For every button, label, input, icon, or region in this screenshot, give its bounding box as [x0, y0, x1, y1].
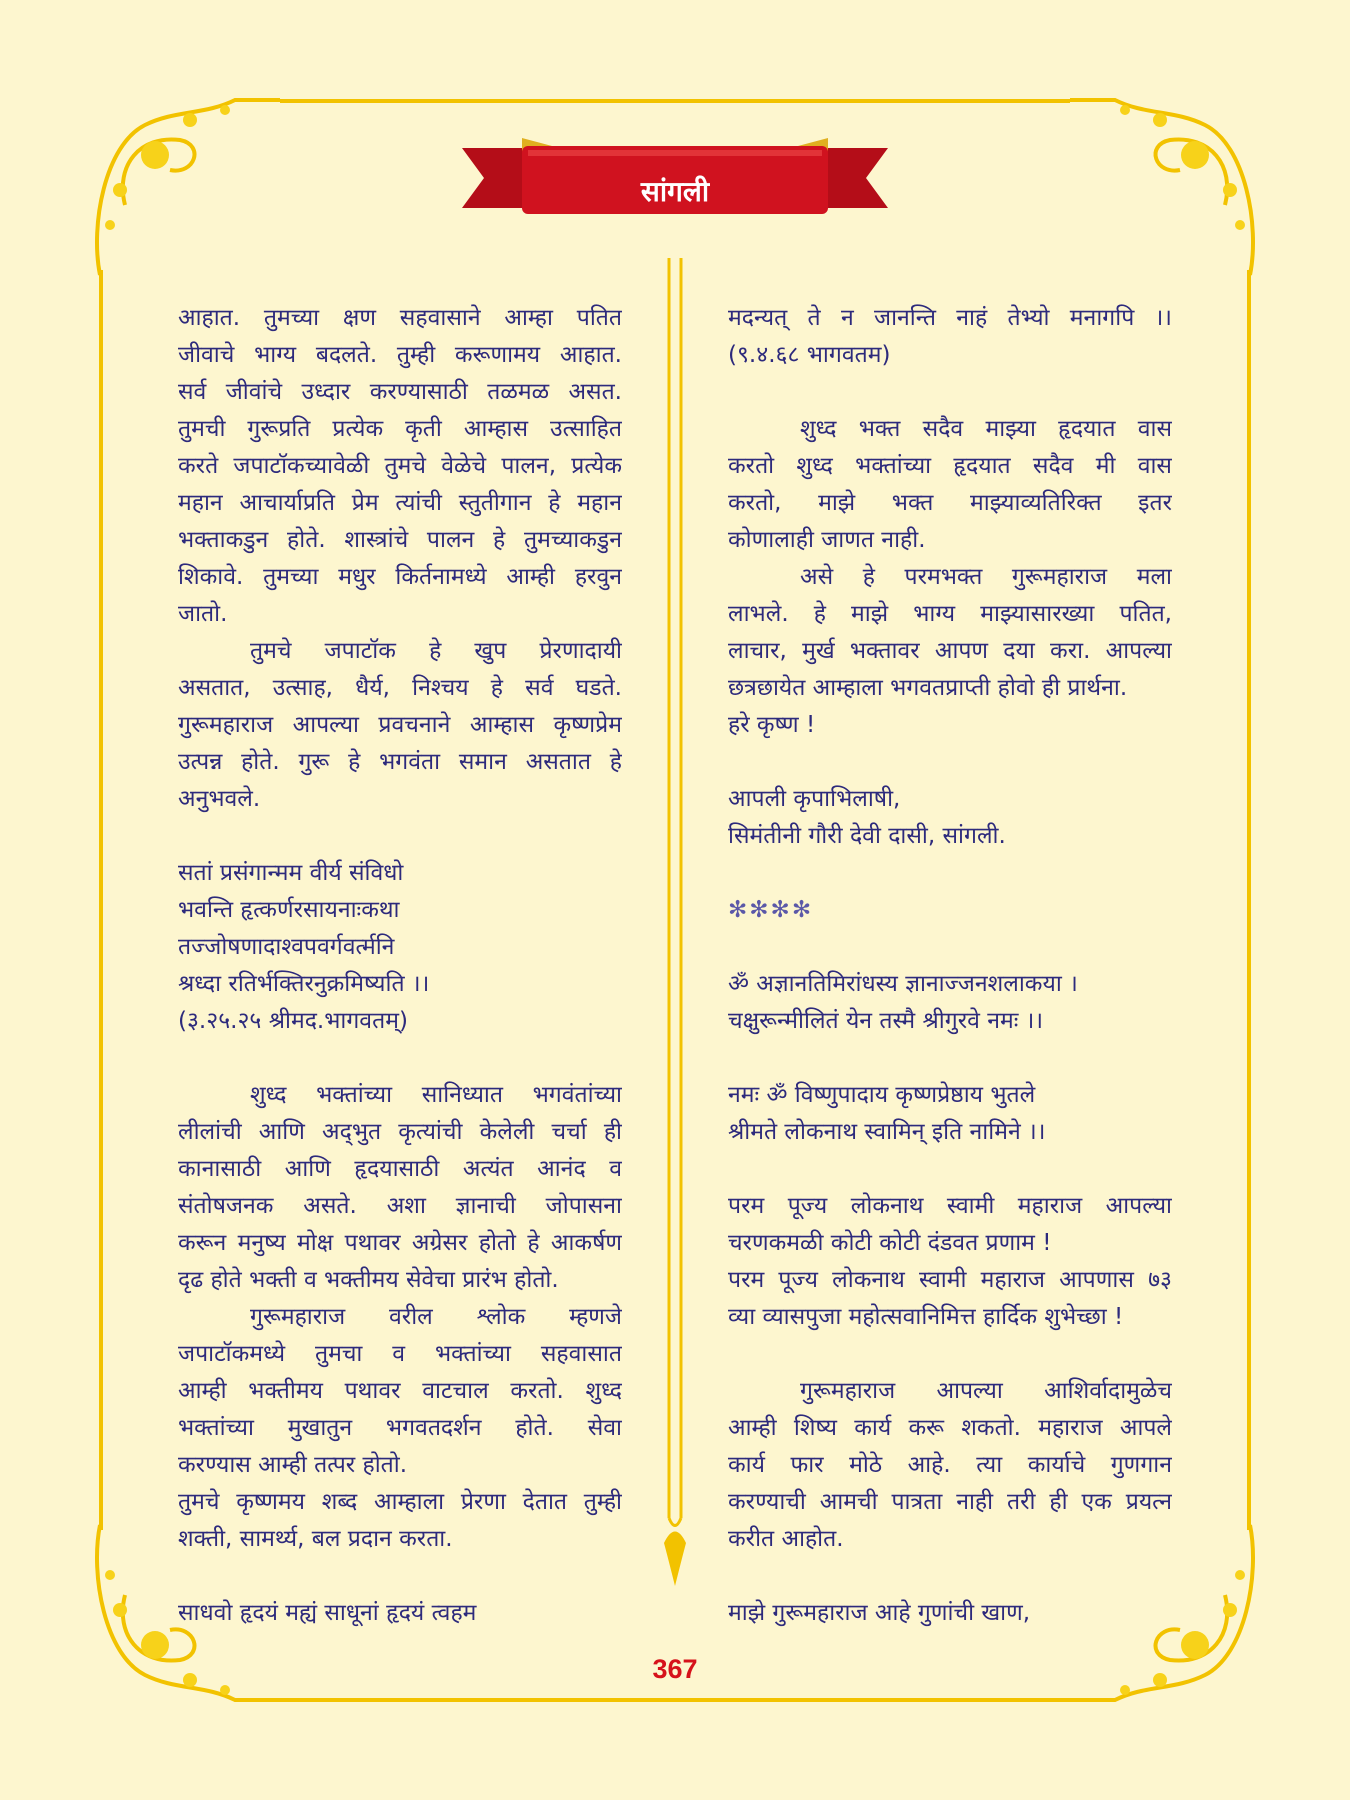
text-line: गुरूमहाराज वरील श्लोक म्हणजे: [250, 1304, 622, 1330]
text-line: सिमंतीनी गौरी देवी दासी, सांगली.: [728, 823, 1006, 849]
text-line: भवन्ति हृत्कर्णरसायनाःकथा: [178, 897, 400, 923]
text-line: तुमची गुरूप्रति प्रत्येक कृती आम्हास उत्साहित: [178, 416, 622, 442]
text-line: शुध्द भक्त सदैव माझ्या हृदयात वास: [800, 416, 1172, 442]
text-line: कार्य फार मोठे आहे. त्या कार्याचे गुणगान: [728, 1452, 1172, 1478]
text-line: चक्षुरून्मीलितं येन तस्मै श्रीगुरवे नमः ।।: [728, 1008, 1044, 1034]
text-line: शक्ती, सामर्थ्य, बल प्रदान करता.: [178, 1526, 453, 1552]
text-line: करतो, माझे भक्त माझ्याव्यतिरिक्त इतर: [728, 490, 1172, 516]
text-line: शिकावे. तुमच्या मधुर किर्तनामध्ये आम्ही हरवुन: [178, 564, 622, 590]
text-line: सर्व जीवांचे उध्दार करण्यासाठी तळमळ असत.: [178, 379, 622, 405]
text-line: असतात, उत्साह, धैर्य, निश्चय हे सर्व घडते.: [178, 675, 622, 701]
text-line: श्रीमते लोकनाथ स्वामिन् इति नामिने ।।: [728, 1119, 1046, 1145]
text-line: उत्पन्न होते. गुरू हे भगवंता समान असतात हे: [178, 749, 622, 775]
text-line: करते जपाटॉकच्यावेळी तुमचे वेळेचे पालन, प्रत्येक: [178, 453, 622, 479]
left-column: [178, 300, 622, 1632]
blank-line: [178, 818, 622, 855]
text-line: साधवो हृदयं मह्यं साधूनां हृदयं त्वहम: [178, 1600, 477, 1626]
text-line: शुध्द भक्तांच्या सानिध्यात भगवंतांच्या: [250, 1082, 622, 1108]
text-line: परम पूज्य लोकनाथ स्वामी महाराज आपणास ७३: [728, 1267, 1172, 1293]
border-top-line: [280, 99, 1070, 103]
blank-line: [728, 1336, 1172, 1373]
text-line: करतो शुध्द भक्तांच्या हृदयात सदैव मी वास: [728, 453, 1172, 479]
text-line: परम पूज्य लोकनाथ स्वामी महाराज आपल्या: [728, 1193, 1172, 1219]
text-line: तुमचे कृष्णमय शब्द आम्हाला प्रेरणा देतात तुम्ही: [178, 1489, 622, 1515]
text-line: तुमचे जपाटॉक हे खुप प्रेरणादायी: [250, 638, 622, 664]
text-line: आम्ही शिष्य कार्य करू शकतो. महाराज आपले: [728, 1415, 1172, 1441]
right-column: [728, 300, 1172, 1632]
blank-line: [728, 855, 1172, 892]
text-line: जीवाचे भाग्य बदलते. तुम्ही करूणामय आहात.: [178, 342, 622, 368]
text-line: सतां प्रसंगान्मम वीर्य संविधो: [178, 860, 404, 886]
section-separator: ✻✻✻✻: [728, 897, 814, 923]
text-line: भक्ताकडुन होते. शास्त्रांचे पालन हे तुमच्याकडुन: [178, 527, 622, 553]
text-line: करण्याची आमची पात्रता नाही तरी ही एक प्रयत्न: [728, 1489, 1172, 1515]
blank-line: [728, 929, 1172, 966]
text-line: जपाटॉकमध्ये तुमचा व भक्तांच्या सहवासात: [178, 1341, 622, 1367]
text-line: हरे कृष्ण !: [728, 712, 816, 738]
blank-line: [178, 1558, 622, 1595]
text-line: करण्यास आम्ही तत्पर होतो.: [178, 1452, 408, 1478]
text-line: (३.२५.२५ श्रीमद.भागवतम्): [178, 1008, 408, 1034]
text-line: करीत आहोत.: [728, 1526, 844, 1552]
text-line: श्रध्दा रतिर्भक्तिरनुक्रमिष्यति ।।: [178, 971, 430, 997]
text-line: गुरूमहाराज आपल्या प्रवचनाने आम्हास कृष्णप्रेम: [178, 712, 622, 738]
text-line: आपली कृपाभिलाषी,: [728, 786, 901, 812]
text-line: लाभले. हे माझे भाग्य माझ्यासारख्या पतित,: [728, 601, 1172, 627]
text-line: महान आचार्याप्रति प्रेम त्यांची स्तुतीगान हे महान: [178, 490, 622, 516]
border-right-line: [1247, 270, 1251, 1530]
text-line: तज्जोषणादाश्वपवर्गवर्त्मनि: [178, 934, 395, 960]
blank-line: [728, 1558, 1172, 1595]
text-line: व्या व्यासपुजा महोत्सवानिमित्त हार्दिक शुभेच्छा !: [728, 1304, 1124, 1330]
text-line: करून मनुष्य मोक्ष पथावर अग्रेसर होतो हे आकर्षण: [178, 1230, 622, 1256]
blank-line: [728, 1040, 1172, 1077]
text-line: संतोषजनक असते. अशा ज्ञानाची जोपासना: [178, 1193, 622, 1219]
text-line: अनुभवले.: [178, 786, 261, 812]
border-left-line: [99, 270, 103, 1530]
text-line: असे हे परमभक्त गुरूमहाराज मला: [800, 564, 1172, 590]
text-line: दृढ होते भक्ती व भक्तीमय सेवेचा प्रारंभ होतो.: [178, 1267, 559, 1293]
column-divider: [660, 258, 690, 1588]
text-line: ॐ अज्ञानतिमिरांधस्य ज्ञानाज्जनशलाकया ।: [728, 971, 1078, 997]
blank-line: [728, 374, 1172, 411]
text-line: मदन्यत् ते न जानन्ति नाहं तेभ्यो मनागपि ।।: [728, 305, 1172, 331]
blank-line: [178, 1040, 622, 1077]
blank-line: [728, 1151, 1172, 1188]
border-bottom-line: [280, 1698, 1070, 1702]
blank-line: [728, 744, 1172, 781]
text-line: लाचार, मुर्ख भक्तावर आपण दया करा. आपल्या: [728, 638, 1172, 664]
text-line: आहात. तुमच्या क्षण सहवासाने आम्हा पतित: [178, 305, 622, 331]
text-line: आम्ही भक्तीमय पथावर वाटचाल करतो. शुध्द: [178, 1378, 622, 1404]
text-line: जातो.: [178, 601, 228, 627]
text-line: छत्रछायेत आम्हाला भगवतप्राप्ती होवो ही प्रार्थना.: [728, 675, 1128, 701]
text-line: नमः ॐ विष्णुपादाय कृष्णप्रेष्ठाय भुतले: [728, 1082, 1036, 1108]
text-line: भक्तांच्या मुखातुन भगवतदर्शन होते. सेवा: [178, 1415, 622, 1441]
text-line: माझे गुरूमहाराज आहे गुणांची खाण,: [728, 1600, 1031, 1626]
page-title: सांगली: [640, 175, 710, 208]
page-number: 367: [652, 1654, 698, 1684]
text-line: (९.४.६८ भागवतम): [728, 342, 891, 368]
text-line: कानासाठी आणि हृदयासाठी अत्यंत आनंद व: [178, 1156, 622, 1182]
text-line: कोणालाही जाणत नाही.: [728, 527, 926, 553]
text-line: चरणकमळी कोटी कोटी दंडवत प्रणाम !: [728, 1230, 1052, 1256]
text-line: लीलांची आणि अद्‌भुत कृत्यांची केलेली चर्चा ही: [178, 1119, 622, 1145]
text-line: गुरूमहाराज आपल्या आशिर्वादामुळेच: [800, 1378, 1172, 1404]
